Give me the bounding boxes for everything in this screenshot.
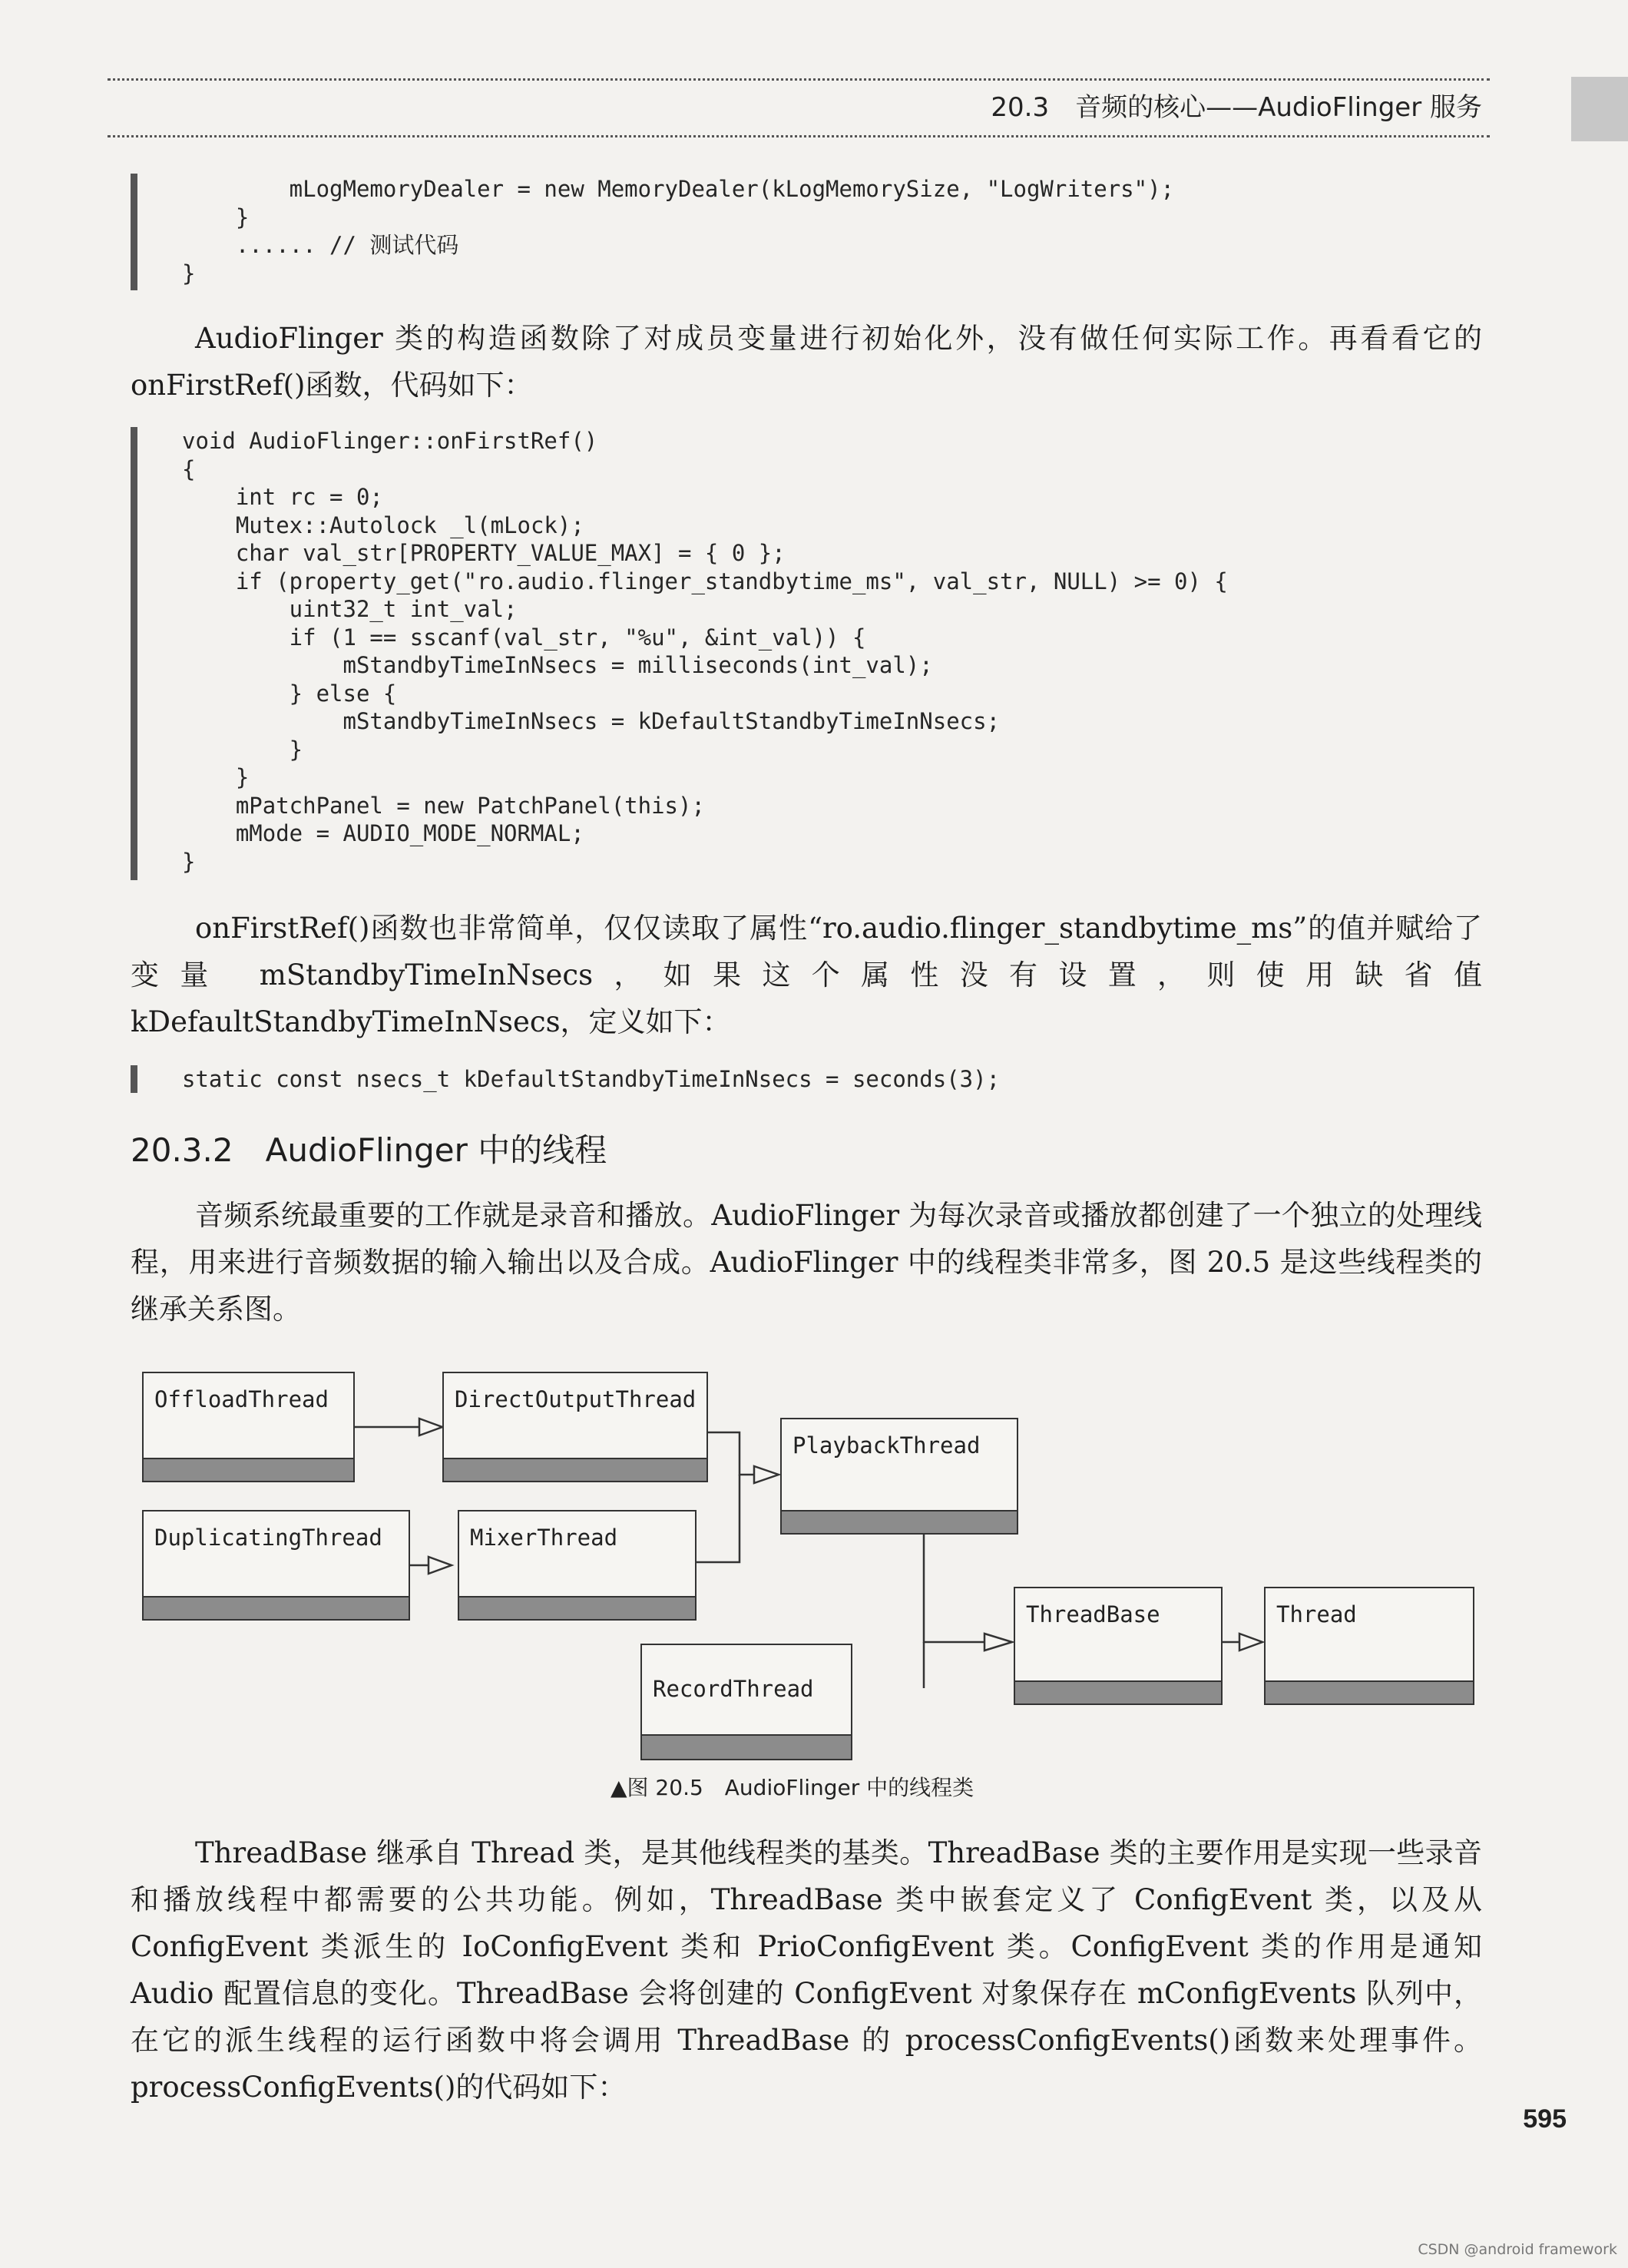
class-directoutputthread xyxy=(442,1372,708,1482)
class-name: PlaybackThread xyxy=(792,1432,981,1458)
connector-playback-threadbase xyxy=(924,1534,984,1642)
class-name: RecordThread xyxy=(653,1676,814,1702)
class-compartment xyxy=(1015,1680,1221,1703)
connector-directoutput-playback xyxy=(706,1432,754,1475)
class-compartment xyxy=(144,1596,409,1619)
generalization-arrowhead xyxy=(984,1634,1012,1651)
code-text: void AudioFlinger::onFirstRef() { int rc = 0; Mutex::Autolock _l(mLock); char val_str[PROPERTY_VALUE_MAX] = { 0 }; if (property_get("ro.audio.flinger_standbytime_ms", val_str, NULL) >= 0) { uint32_t int_val; if (1 == sscanf(val_str, "%u", &int_val)) { mStandbyTimeInNsecs = milliseconds(int_val); } else { mStandbyTimeInNsecs = kDefaultStandbyTimeInNsecs; } } mPatchPanel = new PatchPanel(this); mMode = AUDIO_MODE_NORMAL; } xyxy=(182,428,1228,875)
paragraph-threads-intro: 音频系统最重要的工作就是录音和播放。AudioFlinger 为每次录音或播放都创建了一个独立的处理线程，用来进行音频数据的输入输出以及合成。AudioFlinger 中的线程类非常多，图 20.5 是这些线程类的继承关系图。 xyxy=(131,1199,1482,1326)
paragraph-constructor: AudioFlinger 类的构造函数除了对成员变量进行初始化外，没有做任何实际工作。再看看它的 onFirstRef()函数，代码如下： xyxy=(131,322,1482,402)
section-heading: 20.3.2 AudioFlinger 中的线程 xyxy=(131,1131,607,1169)
generalization-arrowhead xyxy=(754,1466,779,1483)
class-name: Thread xyxy=(1276,1601,1357,1627)
page-number: 595 xyxy=(1523,2104,1567,2134)
class-name: DuplicatingThread xyxy=(154,1525,382,1551)
class-playbackthread xyxy=(780,1418,1018,1535)
running-header: 20.3 音频的核心——AudioFlinger 服务 xyxy=(991,92,1482,123)
paragraph-onfirstref: onFirstRef()函数也非常简单，仅仅读取了属性“ro.audio.flinger_standbytime_ms”的值并赋给了变量 mStandbyTimeInNsecs，如果这个属性没有设置，则使用缺省值 kDefaultStandbyTimeInNsecs，定义如下： xyxy=(131,912,1482,1038)
class-name: ThreadBase xyxy=(1026,1601,1160,1627)
watermark: CSDN @android framework xyxy=(1418,2241,1617,2258)
class-threadbase xyxy=(1014,1587,1223,1705)
connector-mixer-playback xyxy=(695,1475,740,1562)
generalization-arrowhead xyxy=(419,1419,442,1435)
code-text: static const nsecs_t kDefaultStandbyTimeInNsecs = seconds(3); xyxy=(182,1066,1001,1092)
class-recordthread xyxy=(640,1644,852,1760)
figure-caption: ▲图 20.5 AudioFlinger 中的线程类 xyxy=(610,1775,974,1800)
class-name: MixerThread xyxy=(470,1525,618,1551)
generalization-arrowhead xyxy=(429,1557,452,1574)
class-name: DirectOutputThread xyxy=(455,1386,697,1412)
class-compartment xyxy=(1266,1680,1473,1703)
class-mixerthread xyxy=(458,1510,697,1621)
class-duplicatingthread xyxy=(142,1510,410,1621)
class-thread xyxy=(1264,1587,1474,1705)
class-name: OffloadThread xyxy=(154,1386,329,1412)
class-compartment xyxy=(459,1596,695,1619)
class-compartment xyxy=(144,1458,353,1481)
class-compartment xyxy=(782,1510,1017,1533)
generalization-arrowhead xyxy=(1239,1634,1262,1651)
class-offloadthread xyxy=(142,1372,355,1482)
class-compartment xyxy=(444,1458,706,1481)
class-compartment xyxy=(642,1734,851,1759)
code-text: mLogMemoryDealer = new MemoryDealer(kLogMemorySize, "LogWriters"); } ...... // 测试代码 } xyxy=(182,176,1175,286)
paragraph-threadbase: ThreadBase 继承自 Thread 类，是其他线程类的基类。ThreadBase 类的主要作用是实现一些录音和播放线程中都需要的公共功能。例如，ThreadBase 类中嵌套定义了 ConfigEvent 类，以及从 ConfigEvent 类派生的 IoConfigEvent 类和 PrioConfigEvent 类。ConfigEvent 类的作用是通知 Audio 配置信息的变化。ThreadBase 会将创建的 ConfigEvent 对象保存在 mConfigEvents 队列中，在它的派生线程的运行函数中将会调用 ThreadBase 的 processConfigEvents()函数来处理事件。processConfigEvents()的代码如下： xyxy=(131,1836,1482,2104)
